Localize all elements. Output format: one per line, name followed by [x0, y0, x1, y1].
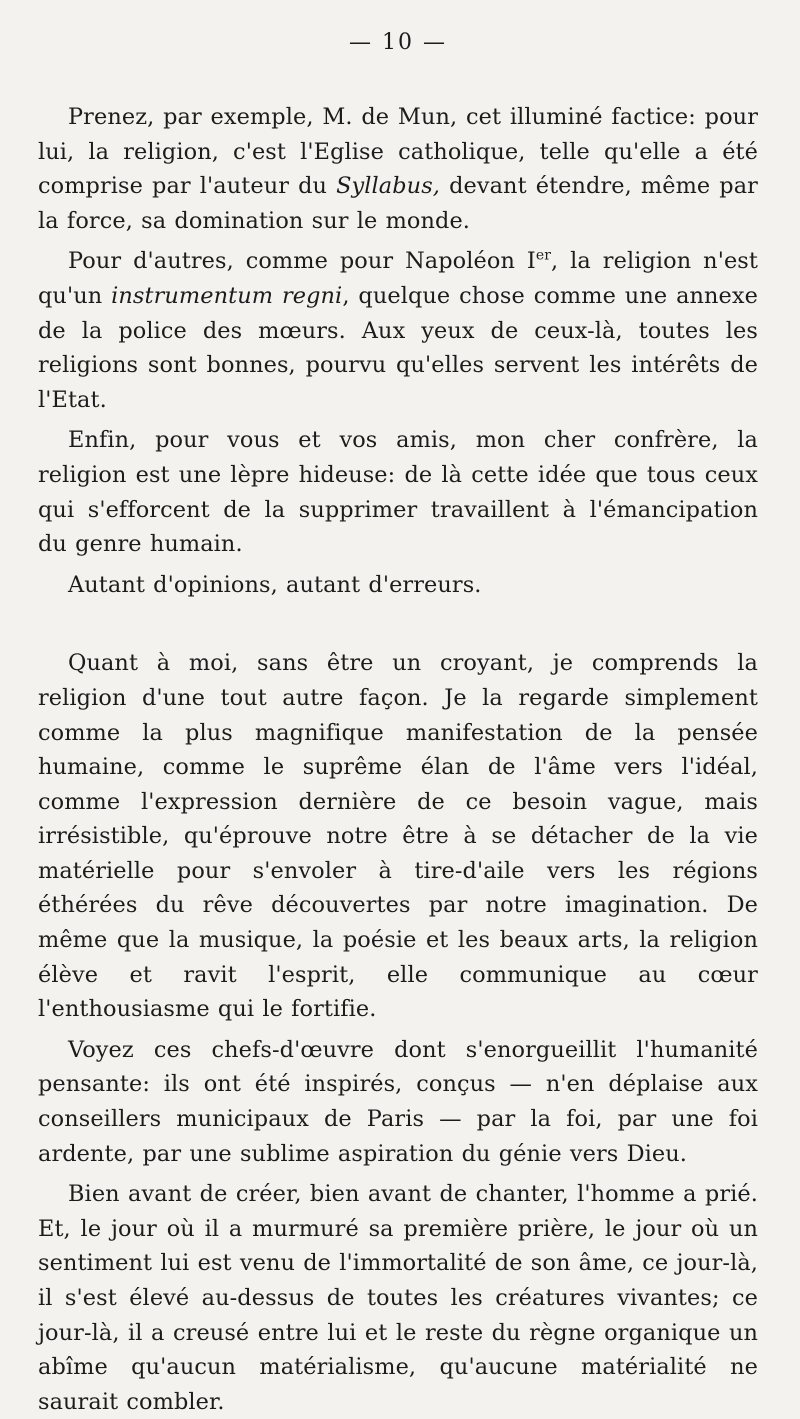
paragraph-text: Autant d'opinions, autant d'erreurs. — [68, 571, 482, 598]
page-number: — 10 — — [349, 30, 447, 55]
paragraph-text: Pour d'autres, comme pour Napoléon I — [68, 248, 536, 275]
paragraph-text: , la religion n'est qu'un — [38, 248, 758, 309]
paragraph — [38, 646, 758, 1027]
paragraph — [38, 568, 758, 603]
superscript-text: er — [535, 247, 552, 264]
paragraph-text: Prenez, par exemple, M. de Mun, cet illuminé factice: pour lui, la religion, c'est l'Eglise catholique, telle qu'elle a été comprise par l'auteur du — [38, 104, 758, 200]
section-gap — [38, 602, 758, 646]
paragraph-text: Bien avant de créer, bien avant de chanter, l'homme a prié. Et, le jour où il a murmuré sa première prière, le jour où un sentiment lui est venu de l'immortalité de son âme, ce jour-là, il s'est élevé au-dessus de toutes les créatures vivantes; ce jour-là, il a creusé entre lui et le reste du règne organique un abîme qu'aucun matérialisme, qu'aucune matérialité ne saurait combler. — [38, 1181, 758, 1415]
paragraph-text: Enfin, pour vous et vos amis, mon cher confrère, la religion est une lèpre hideuse: de là cette idée que tous ceux qui s'efforcent de la supprimer travaillent à l'émancipation du genre humain. — [38, 427, 758, 558]
paragraph — [38, 423, 758, 561]
italic-text: Syllabus, — [336, 173, 441, 200]
paragraph — [38, 1033, 758, 1171]
paragraph-text: , quelque chose comme une annexe de la police des mœurs. Aux yeux de ceux-là, toutes les religions sont bonnes, pourvu qu'elles servent les intérêts de l'Etat. — [38, 282, 758, 413]
paragraph — [38, 100, 758, 238]
paragraph-text: devant étendre, même par la force, sa domination sur le monde. — [38, 173, 758, 234]
italic-text: instrumentum regni — [111, 282, 343, 309]
paragraph — [38, 1177, 758, 1419]
paragraph — [38, 244, 758, 417]
paragraph-text: Voyez ces chefs-d'œuvre dont s'enorgueillit l'humanité pensante: ils ont été inspirés, conçus — n'en déplaise aux conseillers municipaux de Paris — par la foi, par une foi ardente, par une sublime aspiration du génie vers Dieu. — [38, 1036, 758, 1167]
text-body — [38, 100, 758, 1419]
paragraph-text: Quant à moi, sans être un croyant, je comprends la religion d'une tout autre façon. Je la regarde simplement comme la plus magnifique manifestation de la pensée humaine, comme le suprême élan de l'âme vers l'idéal, comme l'expression dernière de ce besoin vague, mais irrésistible, qu'éprouve notre être à se détacher de la vie matérielle pour s'envoler à tire-d'aile vers les régions éthérées du rêve découvertes par notre imagination. De même que la musique, la poésie et les beaux arts, la religion élève et ravit l'esprit, elle communique au cœur l'enthousiasme qui le fortifie. — [38, 650, 758, 1023]
